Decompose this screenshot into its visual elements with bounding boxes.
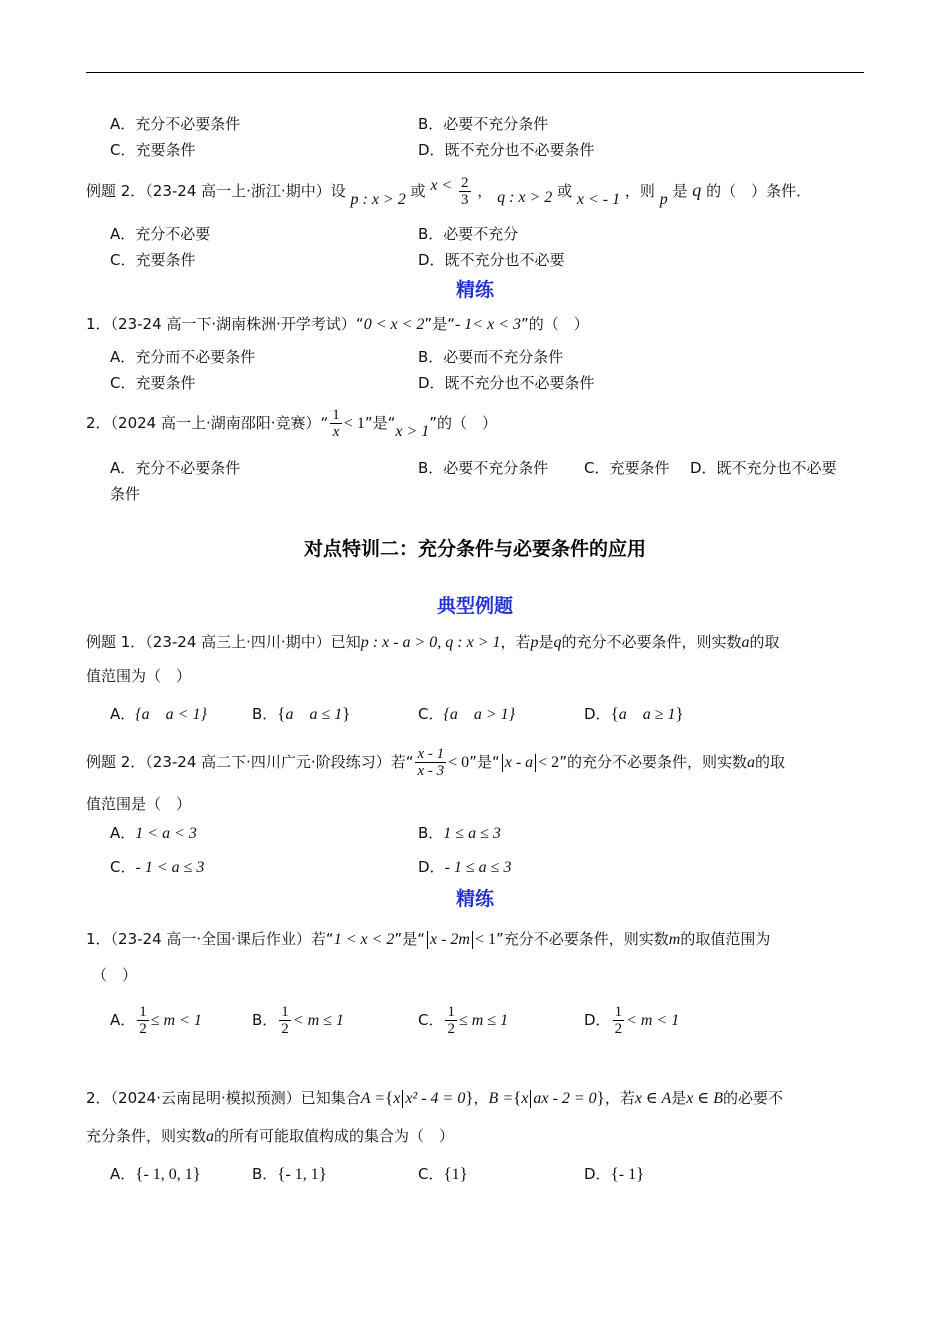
s2-p2-option-a: A．{- 1, 0, 1} [110, 1164, 201, 1183]
s2-practice-1-line2: （ ） [92, 966, 138, 984]
p1-option-c: C．充要条件 [110, 374, 196, 392]
practice-heading-2: 精练 [455, 888, 494, 910]
s2-p2-option-b: B．{- 1, 1} [252, 1164, 327, 1183]
p2-option-a: A．充分不必要条件 [110, 459, 241, 477]
practice-2-question: 2．（2024 高一上·湖南邵阳·竞赛）“ $\frac{1}{x}$ < 1”是“x > 1”的（ ） [86, 407, 498, 440]
s2-p2-option-d: D．{- 1} [584, 1164, 645, 1183]
s2-ex2-option-d: D．- 1 ≤ a ≤ 3 [418, 858, 512, 876]
s2-p1-option-c: C． $\frac{1}{2}$ ≤ m ≤ 1 [418, 1004, 509, 1037]
examples-heading: 典型例题 [436, 595, 513, 617]
p2-option-d: D．既不充分也不必要 [690, 459, 837, 477]
p2-option-c: C．充要条件 [584, 459, 670, 477]
option-c: C．充要条件 [110, 141, 196, 159]
ex2-option-c: C．充要条件 [110, 251, 196, 269]
s2-p2-option-c: C．{1} [418, 1164, 468, 1183]
p1-option-a: A．充分而不必要条件 [110, 348, 256, 366]
s2-example-1-question: 例题 1．（23-24 高三上·四川·期中）已知p : x - a > 0, q : x > 1，若p是q的充分不必要条件，则实数a的取 [86, 633, 780, 651]
practice-heading-1: 精练 [455, 279, 494, 301]
s2-ex1-option-a: A．{a a < 1} [110, 705, 207, 723]
p1-option-b: B．必要而不充分条件 [418, 348, 564, 366]
ex2-option-d: D．既不充分也不必要 [418, 251, 565, 269]
option-b: B．必要不充分条件 [418, 115, 549, 133]
s2-ex2-option-a: A．1 < a < 3 [110, 824, 197, 842]
s2-example-2-question: 例题 2．（23-24 高二下·四川广元·阶段练习）若“ $\frac{x - 1}{x - 3}$ < 0”是“ x - a < 2”的充分不必要条件，则实数a的取 [86, 746, 785, 779]
p2-option-b: B．必要不充分条件 [418, 459, 549, 477]
s2-practice-2-question: 2．（2024·云南昆明·模拟预测）已知集合A ={x x² - 4 = 0}，B ={x ax - 2 = 0}，若x ∈ A是x ∈ B的必要不 [86, 1088, 784, 1107]
s2-ex1-option-d: D．{a a ≥ 1} [584, 704, 684, 723]
s2-example-2-line2: 值范围是（ ） [86, 795, 192, 813]
s2-p1-option-a: A． $\frac{1}{2}$ ≤ m < 1 [110, 1004, 202, 1037]
s2-ex2-option-b: B．1 ≤ a ≤ 3 [418, 824, 501, 842]
section-2-title: 对点特训二：充分条件与必要条件的应用 [303, 538, 646, 560]
s2-p1-option-d: D． $\frac{1}{2}$ < m < 1 [584, 1004, 680, 1037]
s2-p1-option-b: B． $\frac{1}{2}$ < m ≤ 1 [252, 1004, 344, 1037]
s2-practice-2-line2: 充分条件，则实数a的所有可能取值构成的集合为（ ） [86, 1127, 455, 1145]
s2-ex1-option-c: C．{a a > 1} [418, 705, 516, 723]
p1-option-d: D．既不充分也不必要条件 [418, 374, 595, 392]
option-a: A．充分不必要条件 [110, 115, 241, 133]
p2-option-d-cont: 条件 [110, 485, 141, 503]
s2-ex1-option-b: B．{a a ≤ 1} [252, 704, 351, 723]
s2-ex2-option-c: C．- 1 < a ≤ 3 [110, 858, 205, 876]
practice-1-question: 1．（23-24 高一下·湖南株洲·开学考试）“0 < x < 2”是“- 1< x < 3”的（ ） [86, 315, 589, 333]
s2-practice-1-question: 1．（23-24 高一·全国·课后作业）若“1 < x < 2”是“ x - 2m < 1”充分不必要条件，则实数m的取值范围为 [86, 930, 771, 948]
ex2-option-b: B．必要不充分 [418, 225, 519, 243]
option-d: D．既不充分也不必要条件 [418, 141, 595, 159]
example-2-question: 例题 2．（23-24 高一上·浙江·期中）设 p : x > 2 或 x < $\frac{2}{3}$ ， q : x > 2 或 x < - 1 ，则 p 是 q 的（ ）条件． [86, 175, 812, 208]
s2-example-1-line2: 值范围为（ ） [86, 667, 192, 685]
header-rule [86, 72, 864, 73]
ex2-option-a: A．充分不必要 [110, 225, 211, 243]
